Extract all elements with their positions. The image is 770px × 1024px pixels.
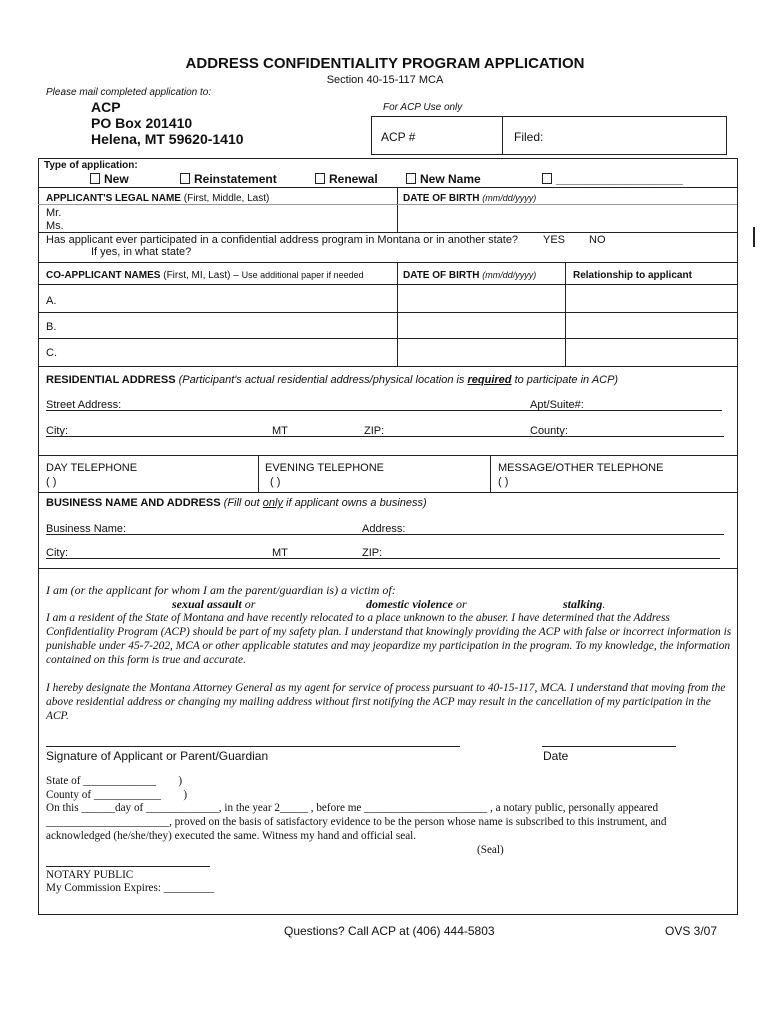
date-label: Date bbox=[543, 749, 569, 763]
rule bbox=[397, 188, 398, 232]
rule bbox=[258, 455, 259, 493]
day-telephone-label: DAY TELEPHONE bbox=[46, 462, 138, 474]
type-option-new-name[interactable] bbox=[406, 172, 481, 186]
option-stalking bbox=[563, 597, 605, 612]
rule bbox=[38, 366, 737, 367]
coapp-hint-1: (First, MI, Last) – bbox=[163, 270, 239, 281]
type-reinstatement-label: Reinstatement bbox=[194, 172, 277, 186]
rule bbox=[38, 455, 737, 456]
or-1: or bbox=[244, 597, 256, 611]
evening-telephone-field[interactable]: ( ) bbox=[270, 476, 281, 488]
victim-statement: I am (or the applicant for whom I am the parent/guardian is) a victim of: bbox=[46, 583, 396, 597]
checkbox-new-name[interactable] bbox=[406, 173, 416, 184]
coapp-dob-hint: (mm/dd/yyyy) bbox=[482, 270, 537, 280]
street-address-field[interactable] bbox=[46, 410, 722, 411]
city-label: City: bbox=[46, 425, 68, 437]
signature-label: Signature of Applicant or Parent/Guardian bbox=[46, 749, 269, 763]
coapp-label: CO-APPLICANT NAMES bbox=[46, 270, 161, 281]
sexual-assault-text: sexual assault bbox=[172, 597, 242, 611]
applicant-name-hint: (First, Middle, Last) bbox=[183, 193, 270, 204]
rule bbox=[38, 284, 737, 285]
rule bbox=[490, 455, 491, 493]
business-address-label: Address: bbox=[362, 523, 406, 535]
acp-use-only-label: For ACP Use only bbox=[383, 102, 463, 113]
prior-state-question: If yes, in what state? bbox=[91, 246, 192, 258]
message-telephone-label: MESSAGE/OTHER TELEPHONE bbox=[498, 462, 664, 474]
mail-note: Please mail completed application to: bbox=[46, 87, 212, 98]
rule bbox=[38, 204, 737, 205]
business-hint-a: (Fill out bbox=[223, 497, 263, 509]
questions-contact: Questions? Call ACP at (406) 444-5803 bbox=[284, 924, 495, 938]
business-city-field[interactable] bbox=[46, 558, 720, 559]
designation-statement: I hereby designate the Montana Attorney General as my agent for service of process pursuant to 40-15-117, MCA. I understand that moving from the above residential address or changing my mailing address without first notifying the ACP may result in the cancellation of my participation in the ACP. bbox=[46, 682, 726, 722]
coapp-dob-heading bbox=[403, 270, 536, 281]
notary-county: County of ____________ ) bbox=[46, 789, 188, 801]
county-label: County: bbox=[530, 425, 568, 437]
type-option-reinstatement[interactable] bbox=[180, 172, 277, 186]
notary-proved: ______________________, proved on the basis of satisfactory evidence to be the person whose name is subscribed to this instrument, and bbox=[46, 816, 667, 828]
checkbox-renewal[interactable] bbox=[315, 173, 325, 184]
evening-telephone-label: EVENING TELEPHONE bbox=[265, 462, 384, 474]
business-heading bbox=[46, 497, 427, 509]
notary-acknowledged: acknowledged (he/she/they) executed the same. Witness my hand and official seal. bbox=[46, 830, 417, 842]
answer-no[interactable]: NO bbox=[589, 234, 606, 246]
checkbox-other[interactable] bbox=[542, 173, 552, 184]
residency-statement: I am a resident of the State of Montana and have recently relocated to a place unknown to the abuser. I have determined that the Address Confidentiality Program (ACP) should be part of my safety plan. I understand that knowingly providing the ACP with false or incorrect information is punishable under 45-7-202, MCA or other applicable statutes and may jeopardize my participation in the program. To my knowledge, the information contained on this form is true and accurate. bbox=[46, 612, 732, 666]
business-city-label: City: bbox=[46, 547, 68, 559]
acp-use-box bbox=[371, 116, 727, 155]
residential-label: RESIDENTIAL ADDRESS bbox=[46, 374, 176, 386]
rule bbox=[565, 263, 566, 367]
applicant-dob-hint: (mm/dd/yyyy) bbox=[482, 193, 537, 203]
type-option-renewal[interactable] bbox=[315, 172, 378, 186]
coapp-heading bbox=[46, 270, 364, 281]
answer-yes[interactable]: YES bbox=[543, 234, 566, 246]
business-state-mt: MT bbox=[272, 547, 288, 559]
rule bbox=[397, 263, 398, 367]
notary-commission: My Commission Expires: _________ bbox=[46, 882, 215, 894]
rule bbox=[38, 492, 737, 493]
notary-signature-line[interactable] bbox=[46, 866, 210, 867]
rule bbox=[38, 262, 737, 263]
business-only: only bbox=[262, 497, 283, 509]
notary-public-label: NOTARY PUBLIC bbox=[46, 869, 134, 881]
type-other-blank: ___________________ bbox=[556, 172, 683, 186]
business-label: BUSINESS NAME AND ADDRESS bbox=[46, 497, 221, 509]
residential-required: required bbox=[467, 374, 512, 386]
coapp-dob-label: DATE OF BIRTH bbox=[403, 270, 480, 281]
residential-heading bbox=[46, 374, 618, 386]
rule bbox=[38, 187, 737, 188]
residential-hint-b: to participate in ACP) bbox=[511, 374, 619, 386]
acp-number-label: ACP # bbox=[381, 130, 416, 144]
notary-seal: (Seal) bbox=[477, 844, 504, 856]
street-address-label: Street Address: bbox=[46, 399, 122, 411]
business-hint-b: if applicant owns a business) bbox=[282, 497, 427, 509]
message-telephone-field[interactable]: ( ) bbox=[498, 476, 509, 488]
residential-hint-a: (Participant's actual residential address/physical location is bbox=[178, 374, 468, 386]
or-2: or bbox=[455, 597, 467, 611]
city-field[interactable] bbox=[46, 436, 724, 437]
type-option-other[interactable] bbox=[542, 172, 683, 186]
prior-program-question: Has applicant ever participated in a confidential address program in Montana or in another state? bbox=[46, 234, 519, 246]
checkbox-new[interactable] bbox=[90, 173, 100, 184]
stalking-text: stalking bbox=[563, 597, 603, 611]
section-ref: Section 40-15-117 MCA bbox=[326, 74, 444, 86]
zip-label: ZIP: bbox=[364, 425, 385, 437]
day-telephone-field[interactable]: ( ) bbox=[46, 476, 57, 488]
coapp-relationship-label: Relationship to applicant bbox=[573, 270, 692, 281]
type-label: Type of application: bbox=[44, 160, 138, 171]
applicant-dob-heading bbox=[403, 193, 536, 204]
mail-address-line-3: Helena, MT 59620-1410 bbox=[91, 131, 244, 147]
page-title: ADDRESS CONFIDENTIALITY PROGRAM APPLICATION bbox=[185, 55, 585, 72]
applicant-name-label: APPLICANT'S LEGAL NAME bbox=[46, 193, 181, 204]
domestic-violence-text: domestic violence bbox=[366, 597, 453, 611]
state-mt: MT bbox=[272, 425, 288, 437]
salutation-mr[interactable]: Mr. bbox=[46, 207, 62, 219]
business-name-label: Business Name: bbox=[46, 523, 127, 535]
option-sexual-assault bbox=[172, 597, 255, 612]
coapp-row-b[interactable]: B. bbox=[46, 321, 57, 333]
business-zip-label: ZIP: bbox=[362, 547, 383, 559]
option-domestic-violence bbox=[366, 597, 467, 612]
type-new-name-label: New Name bbox=[420, 172, 481, 186]
form-version: OVS 3/07 bbox=[665, 924, 718, 938]
rule bbox=[38, 338, 737, 339]
type-renewal-label: Renewal bbox=[329, 172, 378, 186]
signature-line[interactable] bbox=[46, 746, 460, 747]
applicant-dob-label: DATE OF BIRTH bbox=[403, 193, 480, 204]
acp-box-divider bbox=[502, 116, 503, 154]
checkbox-reinstatement[interactable] bbox=[180, 173, 190, 184]
coapp-row-c[interactable]: C. bbox=[46, 347, 57, 359]
coapp-hint-2: Use additional paper if needed bbox=[241, 270, 364, 280]
coapp-row-a[interactable]: A. bbox=[46, 295, 57, 307]
filed-label: Filed: bbox=[514, 130, 544, 144]
notary-on-this: On this ______day of _____________, in the year 2_____ , before me ______________________ , a notary public, personally appeared bbox=[46, 802, 659, 814]
stalking-period: . bbox=[602, 597, 606, 611]
type-option-new[interactable] bbox=[90, 172, 129, 186]
mail-address-line-1: ACP bbox=[91, 99, 121, 115]
margin-mark bbox=[753, 227, 755, 247]
apt-suite-label: Apt/Suite#: bbox=[530, 399, 584, 411]
rule bbox=[38, 232, 737, 233]
rule bbox=[38, 568, 737, 569]
applicant-name-heading bbox=[46, 193, 269, 204]
date-line[interactable] bbox=[542, 746, 676, 747]
salutation-ms[interactable]: Ms. bbox=[46, 220, 64, 232]
type-new-label: New bbox=[104, 172, 129, 186]
mail-address-line-2: PO Box 201410 bbox=[91, 115, 193, 131]
rule bbox=[38, 312, 737, 313]
notary-state: State of _____________ ) bbox=[46, 775, 183, 787]
